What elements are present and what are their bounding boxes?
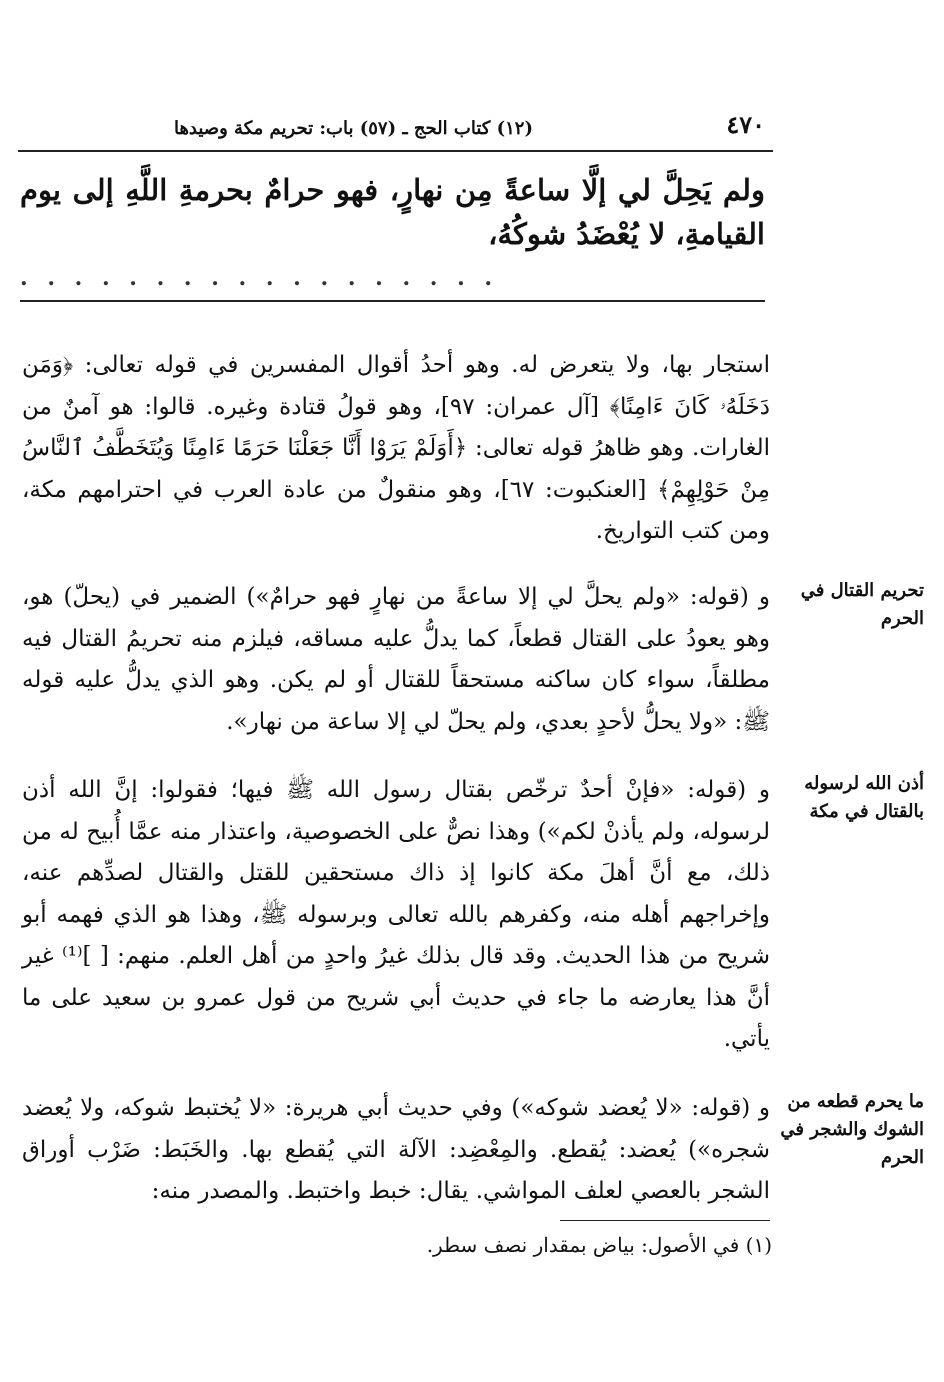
page-header xyxy=(20,110,765,146)
commentary-paragraph-4: و (قوله: «لا يُعضد شوكه») وفي حديث أبي هريرة: «لا يُختبط شوكه، ولا يُعضد شجره») يُعضد: يُقطع. والمِعْضِد: الآلة التي يُقطع بها. والخَبَط: ضَرْب أوراق الشجر بالعصي لعلف المواشي. يقال: خبط واختبط. والمصدر منه: xyxy=(22,1095,770,1204)
side-note-1: تحريم القتال في الحرم xyxy=(800,580,924,629)
commentary-paragraph-1: استجار بها، ولا يتعرض له. وهو أحدُ أقوال المفسرين في قوله تعالى: ﴿وَمَن دَخَلَهُۥ كَانَ ءَامِنًا﴾ [آل عمران: ٩٧]، وهو قولُ قتادة وغيره. قالوا: هو آمنٌ من الغارات. وهو ظاهرُ قوله تعالى: ﴿أَوَلَمْ يَرَوْا أَنَّا جَعَلْنَا حَرَمًا ءَامِنًا وَيُتَخَطَّفُ ٱلنَّاسُ مِنْ حَوْلِهِمْ﴾ [العنكبوت: ٦٧]، وهو منقولٌ من عادة العرب في احترامهم مكة، ومن كتب التواريخ. xyxy=(22,352,770,544)
side-note-2: أذن الله لرسوله بالقتال في مكة xyxy=(804,773,924,822)
page-number: ٤٧٠ xyxy=(726,110,765,139)
footnote-rule xyxy=(560,1220,770,1221)
hadith-ellipsis: . . . . . . . . . . . . . . . . . . xyxy=(20,265,499,291)
commentary-paragraph-2: و (قوله: «ولم يحلَّ لي إلا ساعةً من نهارٍ فهو حرامٌ») الضمير في (يحلّ) هو، وهو يعودُ على القتال قطعاً، كما يدلُّ عليه مساقه، فيلزم منه تحريمُ القتال فيه مطلقاً، سواء كان ساكنه مستحقاً للقتال أو لم يكن. وهو الذي يدلُّ عليه قوله ﷺ: «ولا يحلُّ لأحدٍ بعدي، ولم يحلّ لي إلا ساعة من نهار». xyxy=(22,584,770,735)
running-title: (١٢) كتاب الحج ـ (٥٧) باب: تحريم مكة وصيدها xyxy=(173,118,533,139)
hadith-body: ولم يَحِلَّ لي إلَّا ساعةً مِن نهارٍ، فهو حرامٌ بحرمةِ اللَّهِ إلى يوم القيامةِ، لا يُعْضَدُ شوكُهُ، xyxy=(20,173,765,251)
section-rule xyxy=(20,300,765,302)
commentary-paragraph-3: و (قوله: «فإنْ أحدٌ ترخّص بقتال رسول الله ﷺ فيها؛ فقولوا: إنَّ الله أذن لرسوله، ولم يأذنْ لكم») وهذا نصٌّ على الخصوصية، واعتذار منه عمَّا أُبيح له من ذلك، مع أنَّ أهلَ مكة كانوا إذ ذاك مستحقين للقتل والقتال لصدِّهم عنه، وإخراجهم أهله منه، وكفرهم بالله تعالى وبرسوله ﷺ، وهذا هو الذي فهمه أبو شريح من هذا الحديث. وقد قال بذلك غيرُ واحدٍ من أهل العلم. منهم: [ ]⁽¹⁾ غير أنَّ هذا يعارضه ما جاء في حديث أبي شريح من قول عمرو بن سعيد على ما يأتي. xyxy=(22,777,770,1052)
footnote: (١) في الأصول: بياض بمقدار نصف سطر. xyxy=(426,1233,772,1257)
header-rule xyxy=(18,150,773,152)
side-note-3: ما يحرم قطعه من الشوك والشجر في الحرم xyxy=(780,1091,924,1168)
hadith-text xyxy=(20,168,765,300)
